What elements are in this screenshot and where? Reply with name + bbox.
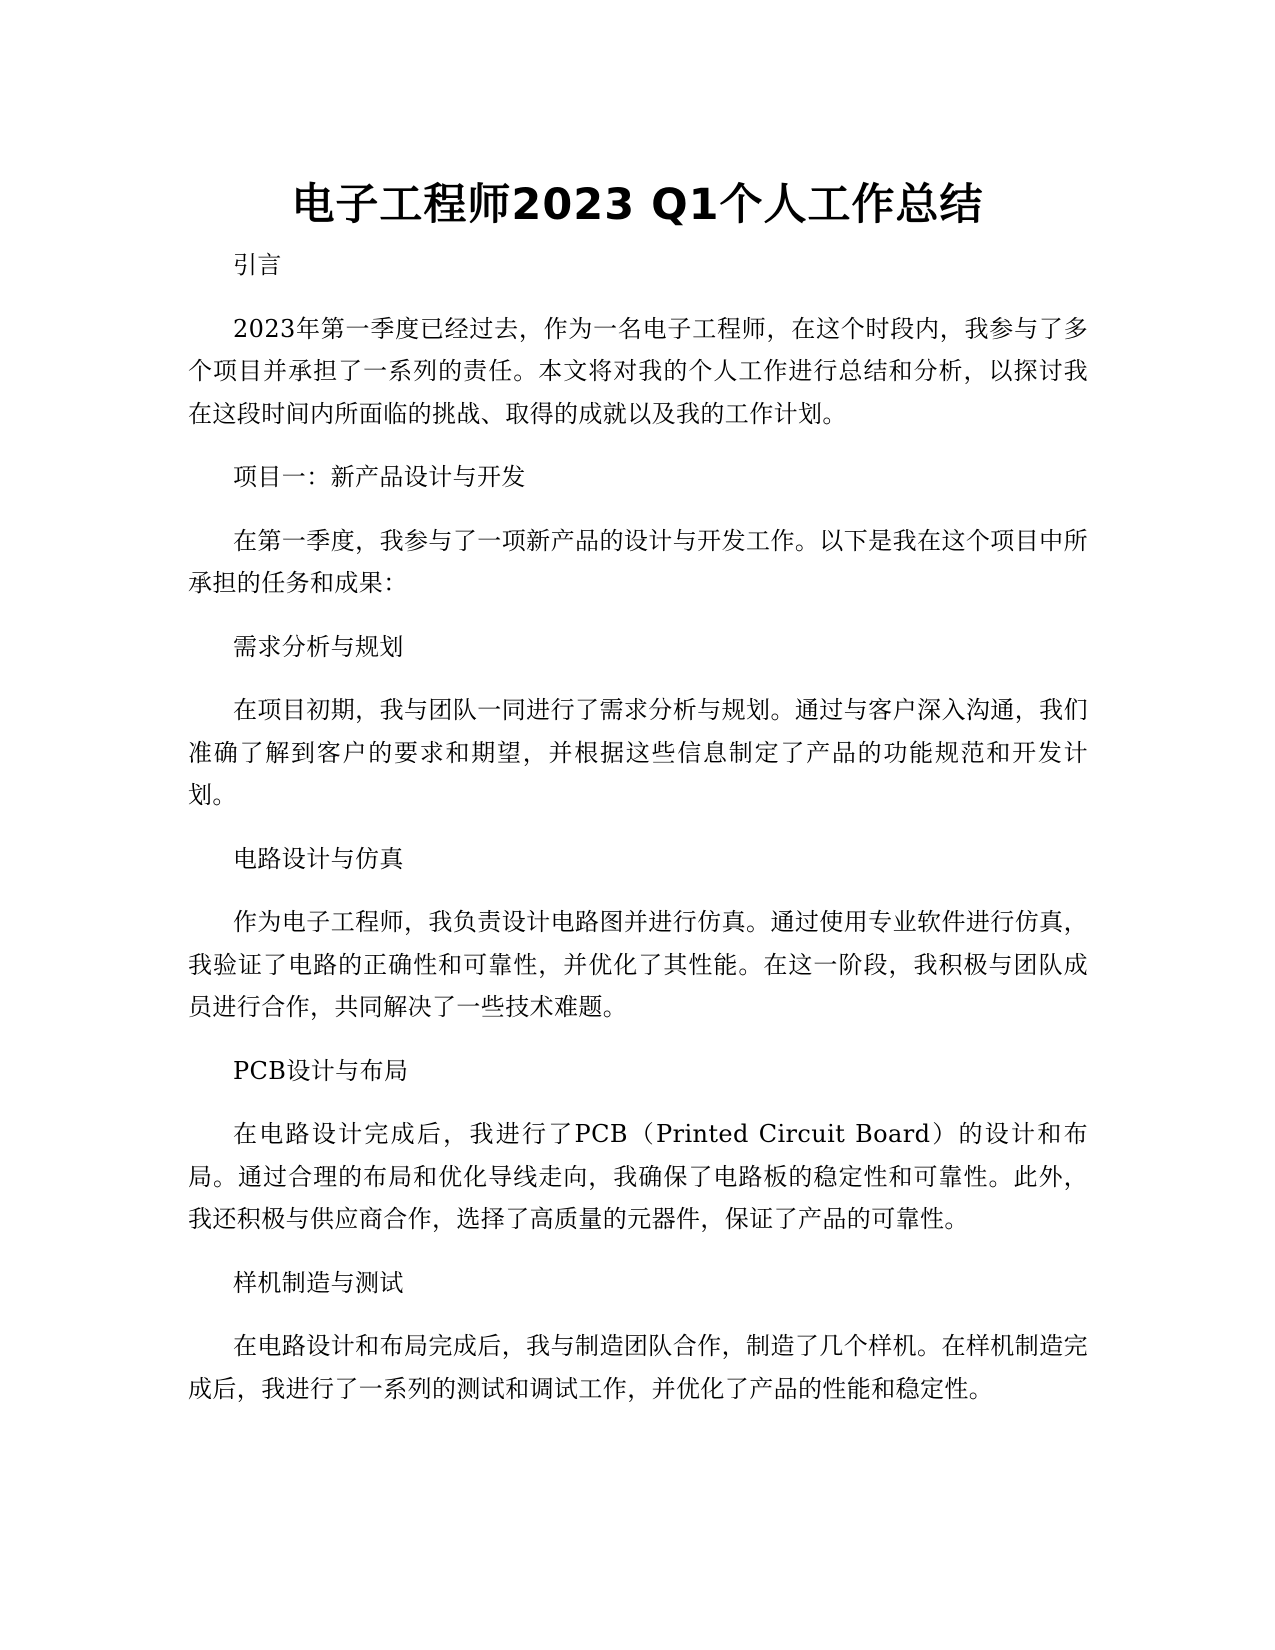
heading-introduction: 引言 (233, 251, 282, 279)
paragraph-project-one: 在第一季度，我参与了一项新产品的设计与开发工作。以下是我在这个项目中所承担的任务和成果： (188, 526, 1088, 597)
heading-prototype-testing: 样机制造与测试 (233, 1268, 404, 1297)
heading-circuit-design: 电路设计与仿真 (233, 844, 404, 873)
paragraph-introduction: 2023年第一季度已经过去，作为一名电子工程师，在这个时段内，我参与了多个项目并承担了一系列的责任。本文将对我的个人工作进行总结和分析，以探讨我在这段时间内所面临的挑战、取得的成就以及我的工作计划。 (188, 314, 1088, 428)
paragraph-circuit-design: 作为电子工程师，我负责设计电路图并进行仿真。通过使用专业软件进行仿真，我验证了电路的正确性和可靠性，并优化了其性能。在这一阶段，我积极与团队成员进行合作，共同解决了一些技术难题。 (188, 908, 1088, 1021)
paragraph-prototype-testing: 在电路设计和布局完成后，我与制造团队合作，制造了几个样机。在样机制造完成后，我进行了一系列的测试和调试工作，并优化了产品的性能和稳定性。 (188, 1332, 1088, 1403)
heading-project-one: 项目一：新产品设计与开发 (233, 463, 526, 491)
document-body (188, 244, 1088, 1431)
heading-requirements-analysis: 需求分析与规划 (233, 632, 404, 661)
document-title: 电子工程师2023 Q1个人工作总结 (291, 179, 984, 230)
heading-pcb-design: PCB设计与布局 (233, 1056, 409, 1085)
paragraph-pcb-design: 在电路设计完成后，我进行了PCB（Printed Circuit Board）的设计和布局。通过合理的布局和优化导线走向，我确保了电路板的稳定性和可靠性。此外，我还积极与供应商合作，选择了高质量的元器件，保证了产品的可靠性。 (188, 1120, 1088, 1233)
paragraph-requirements-analysis: 在项目初期，我与团队一同进行了需求分析与规划。通过与客户深入沟通，我们准确了解到客户的要求和期望，并根据这些信息制定了产品的功能规范和开发计划。 (188, 696, 1088, 809)
